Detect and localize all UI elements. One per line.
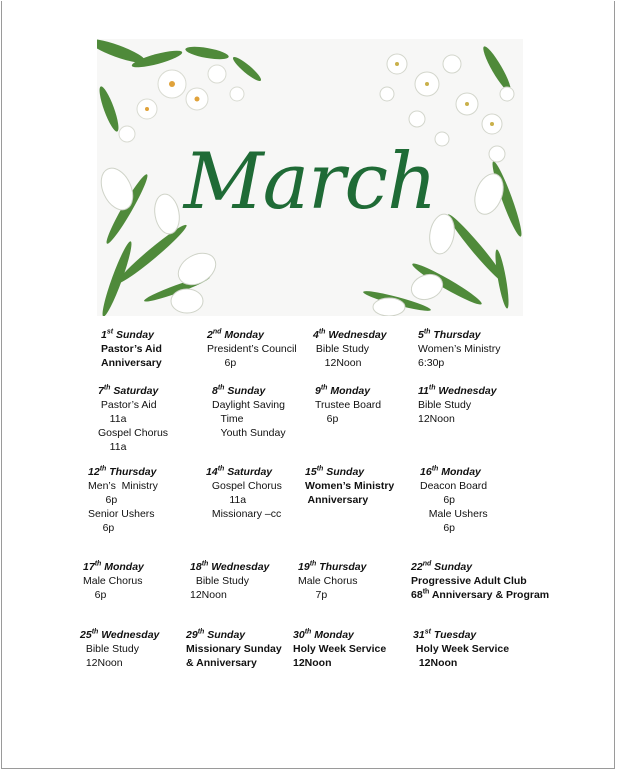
event-date bbox=[298, 560, 366, 574]
day-name: Thursday bbox=[430, 329, 481, 341]
date-number: 22 bbox=[411, 561, 423, 573]
event-line: Men’s Ministry bbox=[88, 480, 158, 492]
date-suffix: th bbox=[318, 328, 326, 336]
event-25 bbox=[80, 628, 159, 670]
event-11 bbox=[418, 384, 497, 426]
event-date bbox=[418, 384, 497, 398]
date-number: 5 bbox=[418, 329, 424, 341]
date-number: 2 bbox=[207, 329, 213, 341]
event-line: Missionary Sunday bbox=[186, 643, 282, 655]
event-date bbox=[411, 560, 549, 574]
date-suffix: th bbox=[94, 560, 102, 568]
event-line: 11a bbox=[98, 413, 127, 425]
date-number: 29 bbox=[186, 629, 198, 641]
event-16 bbox=[420, 465, 488, 535]
event-line: 6p bbox=[420, 494, 456, 506]
event-line: President’s Council bbox=[207, 343, 297, 355]
day-name: Sunday bbox=[204, 629, 246, 641]
event-line: Women’s Ministry bbox=[305, 480, 395, 492]
date-number: 25 bbox=[80, 629, 92, 641]
event-date bbox=[420, 465, 488, 479]
event-line: 12Noon bbox=[418, 413, 455, 425]
event-line: Anniversary bbox=[101, 357, 162, 369]
event-line: Daylight Saving bbox=[212, 399, 285, 411]
date-number: 18 bbox=[190, 561, 202, 573]
event-line: Holy Week Service bbox=[293, 643, 387, 655]
event-date bbox=[80, 628, 159, 642]
day-name: Wednesday bbox=[435, 385, 497, 397]
event-line: 68th Anniversary & Program bbox=[411, 588, 550, 601]
event-date bbox=[315, 384, 381, 398]
day-name: Wednesday bbox=[98, 629, 160, 641]
event-line: Bible Study bbox=[313, 343, 370, 355]
event-line: Male Chorus bbox=[83, 575, 143, 587]
date-suffix: st bbox=[424, 628, 431, 636]
day-name: Sunday bbox=[113, 329, 154, 341]
date-suffix: st bbox=[106, 328, 114, 336]
date-number: 14 bbox=[206, 466, 218, 478]
date-number: 30 bbox=[293, 629, 305, 641]
event-line: Anniversary bbox=[305, 494, 369, 506]
event-8 bbox=[212, 384, 286, 440]
event-date bbox=[413, 628, 509, 642]
day-name: Sunday bbox=[323, 466, 365, 478]
day-name: Monday bbox=[438, 466, 481, 478]
event-line: Bible Study bbox=[418, 399, 472, 411]
date-number: 19 bbox=[298, 561, 310, 573]
day-name: Monday bbox=[101, 561, 144, 573]
event-4 bbox=[313, 328, 387, 370]
event-line: Bible Study bbox=[80, 643, 139, 655]
date-suffix: nd bbox=[422, 560, 432, 568]
event-line: 7p bbox=[298, 589, 328, 601]
day-name: Saturday bbox=[110, 385, 159, 397]
event-line: Gospel Chorus bbox=[206, 480, 282, 492]
event-31 bbox=[413, 628, 509, 670]
event-date bbox=[418, 328, 500, 342]
day-name: Tuesday bbox=[430, 629, 477, 641]
event-line: Deacon Board bbox=[420, 480, 488, 492]
event-line: 11a bbox=[98, 441, 127, 453]
event-date bbox=[293, 628, 386, 642]
event-18 bbox=[190, 560, 269, 602]
event-line: 12Noon bbox=[80, 657, 123, 669]
event-line: 6p bbox=[88, 522, 115, 534]
event-30 bbox=[293, 628, 386, 670]
date-suffix: th bbox=[431, 465, 439, 473]
event-1 bbox=[101, 328, 162, 370]
event-date bbox=[305, 465, 394, 479]
event-date bbox=[212, 384, 286, 398]
day-name: Wednesday bbox=[325, 329, 387, 341]
event-line: 12Noon bbox=[413, 657, 458, 669]
date-number: 1 bbox=[101, 329, 107, 341]
date-suffix: th bbox=[309, 560, 317, 568]
date-number: 7 bbox=[98, 385, 104, 397]
event-line: Trustee Board bbox=[315, 399, 382, 411]
day-name: Monday bbox=[221, 329, 264, 341]
event-date bbox=[101, 328, 162, 342]
date-number: 8 bbox=[212, 385, 218, 397]
event-date bbox=[207, 328, 297, 342]
event-line: Male Ushers bbox=[420, 508, 488, 520]
day-name: Saturday bbox=[224, 466, 273, 478]
date-suffix: th bbox=[99, 465, 107, 473]
day-name: Sunday bbox=[224, 385, 266, 397]
date-number: 17 bbox=[83, 561, 95, 573]
date-suffix: th bbox=[103, 384, 111, 392]
date-suffix: th bbox=[428, 384, 436, 392]
date-number: 12 bbox=[88, 466, 100, 478]
event-line: 12Noon bbox=[313, 357, 362, 369]
month-title: March bbox=[183, 137, 437, 227]
day-name: Thursday bbox=[106, 466, 157, 478]
date-number: 31 bbox=[413, 629, 425, 641]
date-suffix: th bbox=[217, 384, 225, 392]
hero-banner bbox=[97, 39, 523, 316]
event-19 bbox=[298, 560, 366, 602]
event-line: Youth Sunday bbox=[212, 427, 286, 439]
event-line: 12Noon bbox=[293, 657, 332, 669]
event-9 bbox=[315, 384, 381, 426]
event-line: Progressive Adult Club bbox=[411, 575, 527, 587]
event-line: 12Noon bbox=[190, 589, 227, 601]
day-name: Thursday bbox=[316, 561, 367, 573]
date-number: 9 bbox=[315, 385, 321, 397]
event-line: Pastor’s Aid bbox=[98, 399, 157, 411]
day-name: Sunday bbox=[431, 561, 473, 573]
event-date bbox=[313, 328, 387, 342]
event-line: Pastor’s Aid bbox=[101, 343, 162, 355]
event-line: Women’s Ministry bbox=[418, 343, 501, 355]
event-line: 6p bbox=[315, 413, 339, 425]
date-suffix: th bbox=[320, 384, 328, 392]
event-line: 6p bbox=[207, 357, 237, 369]
event-2 bbox=[207, 328, 297, 370]
date-suffix: th bbox=[423, 328, 431, 336]
day-name: Monday bbox=[311, 629, 354, 641]
date-suffix: nd bbox=[212, 328, 222, 336]
event-date bbox=[83, 560, 144, 574]
day-name: Monday bbox=[327, 385, 371, 397]
event-line: Male Chorus bbox=[298, 575, 358, 587]
date-number: 15 bbox=[305, 466, 317, 478]
event-14 bbox=[206, 465, 282, 521]
date-number: 4 bbox=[313, 329, 319, 341]
event-date bbox=[88, 465, 158, 479]
event-line: 6:30p bbox=[418, 357, 445, 369]
event-7 bbox=[98, 384, 168, 454]
event-line: 6p bbox=[88, 494, 118, 506]
event-12 bbox=[88, 465, 158, 535]
date-suffix: th bbox=[304, 628, 312, 636]
date-suffix: th bbox=[91, 628, 99, 636]
date-suffix: th bbox=[217, 465, 225, 473]
event-date bbox=[206, 465, 282, 479]
event-29 bbox=[186, 628, 282, 670]
event-line: Gospel Chorus bbox=[98, 427, 169, 439]
event-line: Missionary –cc bbox=[206, 508, 282, 520]
event-line: Bible Study bbox=[190, 575, 249, 587]
event-15 bbox=[305, 465, 394, 507]
event-22 bbox=[411, 560, 549, 602]
event-line: & Anniversary bbox=[186, 657, 257, 669]
event-line: 11a bbox=[206, 494, 247, 506]
date-number: 11 bbox=[418, 385, 429, 397]
event-date bbox=[190, 560, 269, 574]
event-date bbox=[186, 628, 282, 642]
day-name: Wednesday bbox=[208, 561, 270, 573]
date-suffix: th bbox=[197, 628, 205, 636]
date-suffix: th bbox=[201, 560, 209, 568]
date-suffix: th bbox=[316, 465, 324, 473]
event-line: Senior Ushers bbox=[88, 508, 155, 520]
event-17 bbox=[83, 560, 144, 602]
event-line: Holy Week Service bbox=[413, 643, 510, 655]
event-line: 6p bbox=[83, 589, 107, 601]
event-line: Time bbox=[212, 413, 244, 425]
event-5 bbox=[418, 328, 500, 370]
date-number: 16 bbox=[420, 466, 432, 478]
event-date bbox=[98, 384, 168, 398]
event-line: 6p bbox=[420, 522, 456, 534]
